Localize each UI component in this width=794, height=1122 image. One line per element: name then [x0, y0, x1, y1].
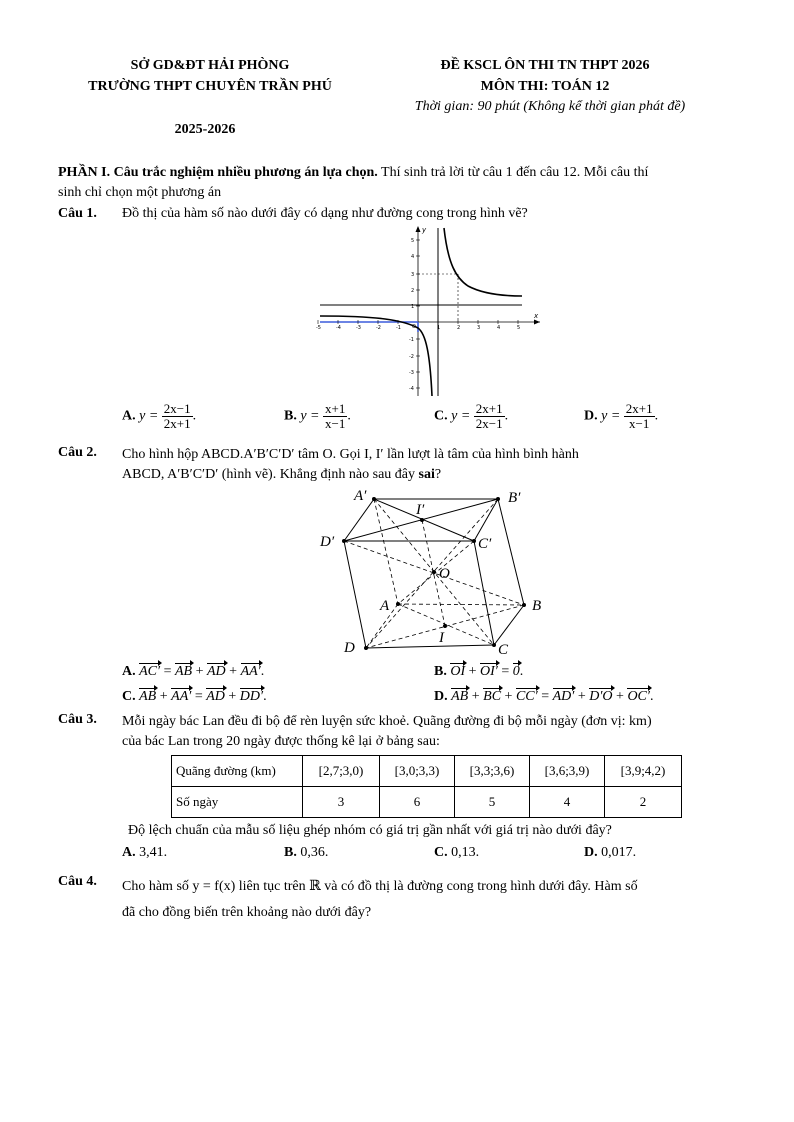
q3-option-a[interactable]: [122, 845, 167, 861]
fraction-denominator: x−1: [629, 416, 650, 431]
option-label: C.: [122, 689, 136, 704]
vector: DD′: [239, 689, 264, 704]
school-year: 2025-2026: [174, 122, 236, 137]
table-cell: 3: [303, 787, 380, 818]
vector: AC′: [139, 664, 161, 679]
vertex-label: C′: [478, 536, 492, 552]
fraction-numerator: 2x−1: [163, 401, 191, 416]
x-axis-label: x: [534, 312, 539, 320]
q3-option-d[interactable]: [584, 845, 636, 861]
x-tick-label: 5: [517, 325, 521, 331]
x-tick-label: -5: [316, 325, 321, 331]
q2-figure: [312, 486, 552, 658]
option-value: 3,41.: [139, 845, 168, 860]
vector: D′O: [589, 689, 613, 704]
part1-title: PHẦN I. Câu trắc nghiệm nhiều phương án lựa chọn.: [58, 165, 378, 180]
option-value: 0,017.: [601, 845, 637, 860]
y-eq: y =: [139, 408, 159, 424]
q2-text: [122, 445, 742, 485]
y-tick-label: 5: [411, 238, 415, 244]
x-tick-label: 1: [437, 325, 441, 331]
vector: AB: [451, 689, 469, 704]
vector: OI′: [480, 664, 498, 679]
y-axis-label: y: [422, 226, 427, 234]
vector: AB: [174, 664, 193, 679]
q2-label: Câu 2.: [58, 445, 97, 460]
q2-line2c: ?: [434, 467, 442, 482]
option-label: D.: [584, 845, 598, 860]
part1-intro: [58, 163, 748, 203]
part1-desc2: sinh chỉ chọn một phương án: [58, 185, 222, 200]
table-cell: 6: [380, 787, 455, 818]
table-cell: 4: [530, 787, 605, 818]
q3-line1: Mỗi ngày bác Lan đều đi bộ để rèn luyện sức khoẻ. Quãng đường đi bộ mỗi ngày (đơn vị: km): [122, 714, 652, 729]
exam-subject: MÔN THI: TOÁN 12: [480, 79, 610, 94]
vector: OI: [450, 664, 466, 679]
option-label: D.: [584, 408, 598, 424]
y-tick-label: -1: [409, 337, 414, 343]
table-cell: Số ngày: [172, 787, 303, 818]
y-eq: y =: [601, 408, 621, 424]
q3-option-c[interactable]: [434, 845, 479, 861]
y-tick-label: -3: [409, 370, 414, 376]
q2-option-c[interactable]: C. AB + AA′ = AD + DD′.: [122, 689, 267, 704]
x-tick-label: -1: [396, 325, 401, 331]
vector: AD: [206, 689, 225, 704]
exam-time: Thời gian: 90 phút (Không kể thời gian phát đề): [414, 99, 686, 114]
x-tick-label: 3: [477, 325, 481, 331]
y-tick-label: 4: [411, 254, 415, 260]
x-tick-label: -4: [336, 325, 341, 331]
option-label: A.: [122, 845, 136, 860]
x-tick-label: -3: [356, 325, 361, 331]
fraction-denominator: x−1: [325, 416, 346, 431]
option-label: A.: [122, 408, 136, 424]
vector: BC: [483, 689, 502, 704]
vertex-label: D: [344, 640, 355, 656]
q3-question: Độ lệch chuẩn của mẫu số liệu ghép nhóm có giá trị gần nhất với giá trị nào dưới đây?: [128, 823, 612, 838]
q2-option-d[interactable]: D. AB + BC + CC′ = AD′ + D′O + OC′.: [434, 689, 654, 704]
vertex-label: B: [532, 598, 542, 614]
q1-option-b[interactable]: B. y = $\frac{x+1}{x-1}$ .: [284, 401, 351, 431]
table-cell: 5: [455, 787, 530, 818]
option-label: B.: [434, 664, 447, 679]
q4-label: Câu 4.: [58, 874, 97, 889]
q1-option-c[interactable]: C. y = $\frac{2x+1}{2x-1}$ .: [434, 401, 509, 431]
q3-table-wrap: [171, 755, 682, 818]
q2-option-b[interactable]: B. OI + OI′ = 0.: [434, 664, 524, 679]
vector: AD: [207, 664, 226, 679]
table-header-cell: [3,6;3,9): [530, 756, 605, 787]
table-header-cell: [3,3;3,6): [455, 756, 530, 787]
fraction-denominator: 2x−1: [475, 416, 503, 431]
q4-text: [122, 874, 742, 926]
vector: AD′: [552, 689, 575, 704]
q2-line2a: ABCD, A′B′C′D′ (hình vẽ). Khẳng định nào sau đây: [122, 467, 419, 482]
option-value: 0,36.: [300, 845, 329, 860]
vector: OC′: [627, 689, 650, 704]
q1-graph: [318, 224, 542, 400]
origin-label: O: [412, 324, 416, 330]
table-row: [172, 787, 682, 818]
option-label: C.: [434, 845, 448, 860]
y-tick-label: 3: [411, 272, 415, 278]
center-label: O: [439, 566, 450, 582]
q3-text: [122, 712, 742, 752]
center-label: I: [439, 630, 444, 646]
vertex-label: A: [380, 598, 390, 614]
option-label: C.: [434, 408, 448, 424]
q1-option-d[interactable]: D. y = $\frac{2x+1}{x-1}$ .: [584, 401, 659, 431]
vector: AB: [139, 689, 157, 704]
q1-label: Câu 1.: [58, 206, 97, 221]
option-label: D.: [434, 689, 448, 704]
q3-line2: của bác Lan trong 20 ngày được thống kê lại ở bảng sau:: [122, 734, 440, 749]
y-eq: y =: [300, 408, 320, 424]
fraction-numerator: x+1: [325, 401, 346, 416]
option-value: 0,13.: [451, 845, 480, 860]
q3-table: [171, 755, 682, 818]
q4-line2: đã cho đồng biến trên khoảng nào dưới đây?: [122, 905, 372, 920]
y-tick-label: -4: [409, 386, 414, 392]
option-label: B.: [284, 845, 297, 860]
school-name: TRƯỜNG THPT CHUYÊN TRẦN PHÚ: [88, 79, 332, 94]
vector: CC′: [515, 689, 538, 704]
y-tick-label: 1: [411, 304, 415, 310]
vertex-label: C: [498, 642, 509, 658]
x-tick-label: -2: [376, 325, 381, 331]
fraction-numerator: 2x+1: [625, 401, 653, 416]
table-header-cell: [3,9;4,2): [605, 756, 682, 787]
fraction-denominator: 2x+1: [163, 416, 191, 431]
fraction-numerator: 2x+1: [475, 401, 503, 416]
exam-title: ĐỀ KSCL ÔN THI TN THPT 2026: [440, 58, 650, 73]
q2-line1: Cho hình hộp ABCD.A′B′C′D′ tâm O. Gọi I, I′ lần lượt là tâm của hình bình hành: [122, 447, 579, 462]
option-label: B.: [284, 408, 297, 424]
q2-line2b: sai: [418, 467, 435, 482]
y-tick-label: -2: [409, 354, 414, 360]
table-header-cell: Quãng đường (km): [172, 756, 303, 787]
vector: 0: [512, 664, 520, 679]
table-cell: 2: [605, 787, 682, 818]
y-eq: y =: [451, 408, 471, 424]
vector: AA′: [171, 689, 192, 704]
q1-text: Đồ thị của hàm số nào dưới đây có dạng như đường cong trong hình vẽ?: [122, 206, 528, 221]
part1-desc: Thí sinh trả lời từ câu 1 đến câu 12. Mỗi câu thí: [377, 165, 649, 180]
school-dept: SỞ GD&ĐT HẢI PHÒNG: [130, 58, 290, 73]
table-header-cell: [3,0;3,3): [380, 756, 455, 787]
vertex-label: A′: [354, 488, 367, 504]
curve-right-branch: [444, 228, 522, 296]
q1-option-a[interactable]: A. y = $\frac{2x-1}{2x+1}$ .: [122, 401, 197, 431]
q2-option-a[interactable]: A. AC′ = AB + AD + AA′.: [122, 664, 265, 679]
y-tick-label: 2: [411, 288, 415, 294]
x-tick-label: 2: [457, 325, 461, 331]
vertex-label: B′: [508, 490, 521, 506]
option-label: A.: [122, 664, 136, 679]
q3-label: Câu 3.: [58, 712, 97, 727]
q4-line1: Cho hàm số y = f(x) liên tục trên ℝ và có đồ thị là đường cong trong hình dưới đây. Hàm số: [122, 879, 638, 894]
vector: AA′: [240, 664, 261, 679]
x-tick-label: 4: [497, 325, 501, 331]
center-label: I′: [416, 502, 425, 518]
q3-option-b[interactable]: [284, 845, 328, 861]
table-row: [172, 756, 682, 787]
table-header-cell: [2,7;3,0): [303, 756, 380, 787]
vertex-label: D′: [320, 534, 335, 550]
